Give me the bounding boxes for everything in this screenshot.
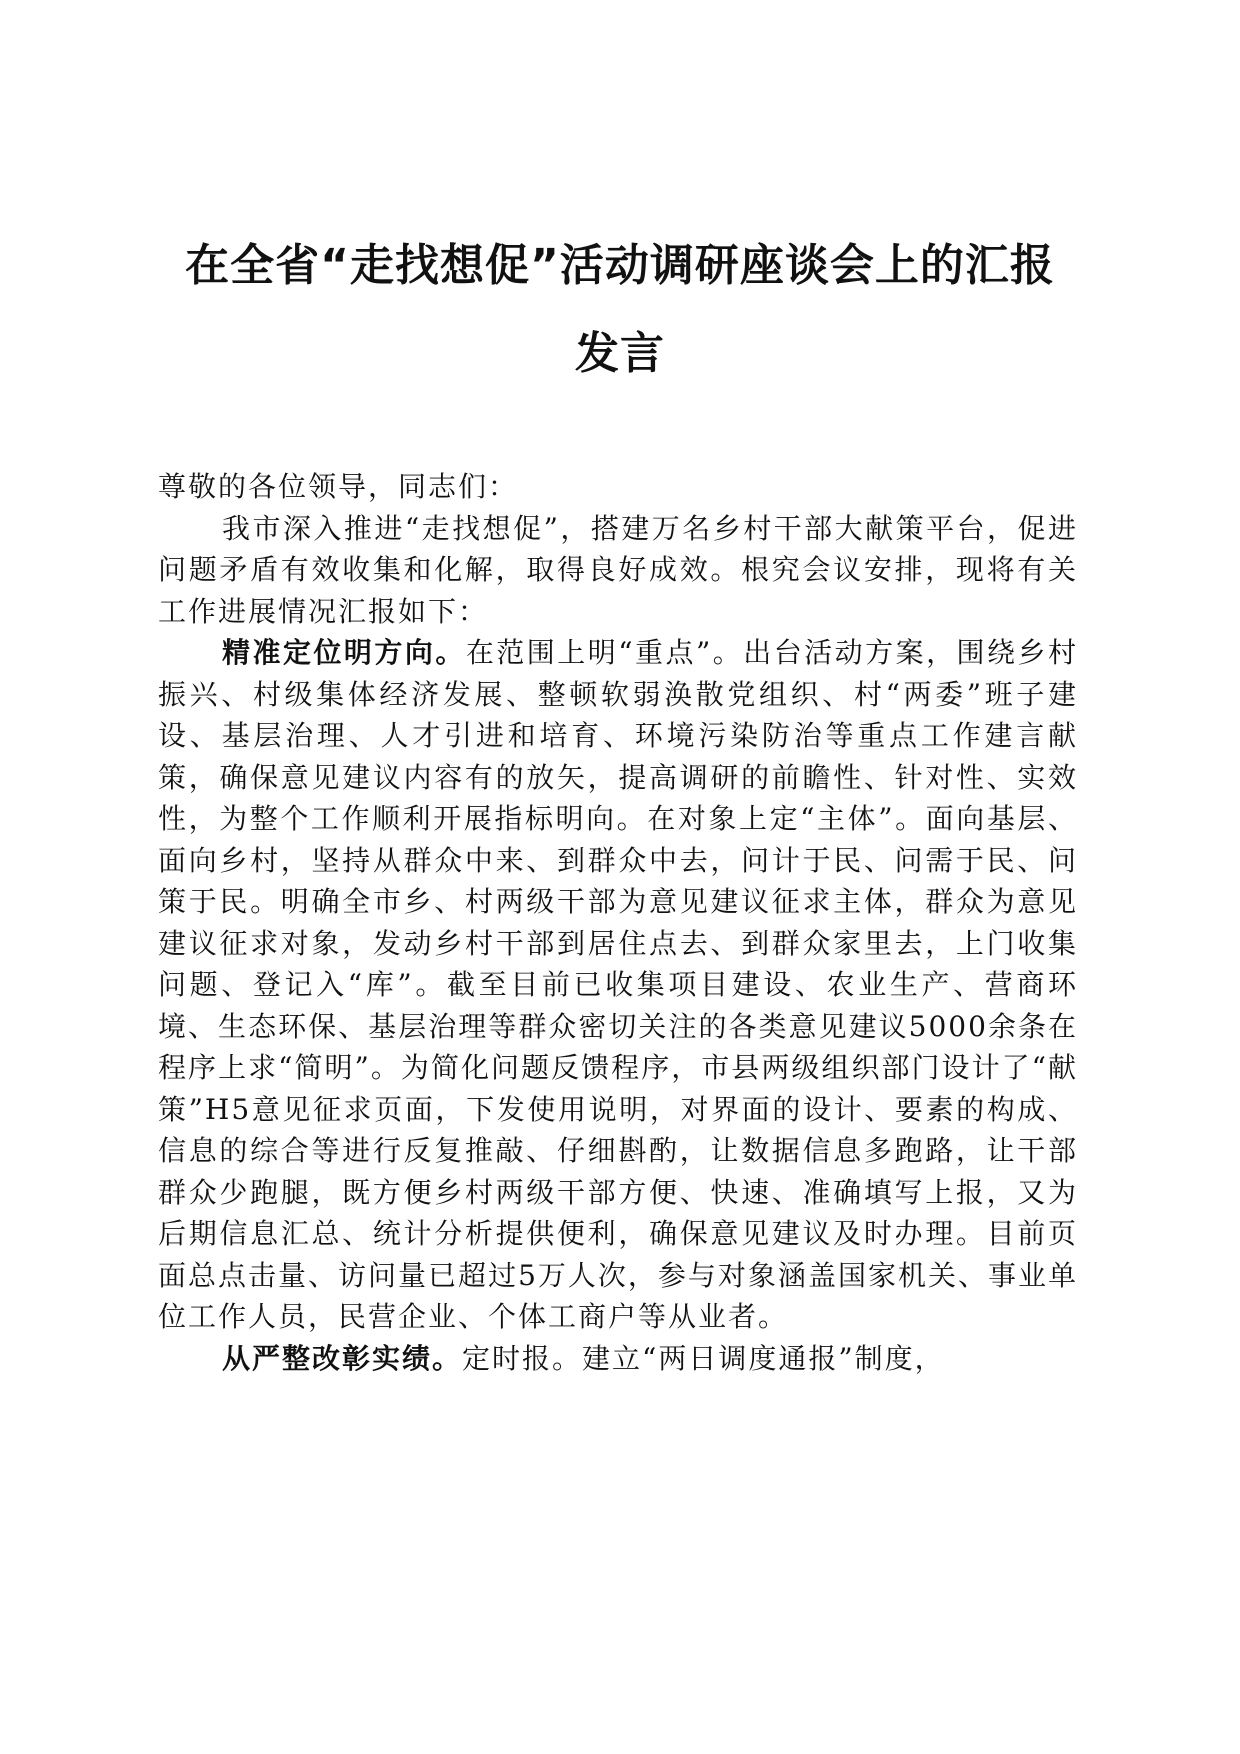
- paragraph-intro: [158, 508, 1078, 633]
- paragraph-strict-rectification: [158, 1338, 1078, 1380]
- salutation: 尊敬的各位领导，同志们：: [158, 470, 519, 503]
- paragraph-lead-heading: 从严整改彰实绩。: [222, 1341, 463, 1375]
- paragraph-lead-heading: 精准定位明方向。: [222, 636, 466, 669]
- paragraph-precise-positioning: [158, 632, 1078, 1338]
- paragraph-text: 定时报。建立“两日调度通报”制度，: [462, 1341, 945, 1375]
- paragraph-intro-text: 我市深入推进“走找想促”，搭建万名乡村干部大献策平台，促进问题矛盾有效收集和化解，取得良好成效。根究会议安排，现将有关工作进展情况汇报如下：: [158, 511, 1078, 628]
- document-title: [150, 222, 1090, 398]
- document-body: [158, 466, 1078, 1379]
- title-line-2: 发言: [575, 328, 665, 379]
- paragraph-text: 在范围上明“重点”。出台活动方案，围绕乡村振兴、村级集体经济发展、整顿软弱涣散党组织、村“两委”班子建设、基层治理、人才引进和培育、环境污染防治等重点工作建言献策，确保意见建议内容有的放矢，提高调研的前瞻性、针对性、实效性，为整个工作顺利开展指标明向。在对象上定“主体”。面向基层、面向乡村，坚持从群众中来、到群众中去，问计于民、问需于民、问策于民。明确全市乡、村两级干部为意见建议征求主体，群众为意见建议征求对象，发动乡村干部到居住点去、到群众家里去，上门收集问题、登记入“库”。截至目前已收集项目建设、农业生产、营商环境、生态环保、基层治理等群众密切关注的各类意见建议5000余条在程序上求“简明”。为简化问题反馈程序，市县两级组织部门设计了“献策”H5意见征求页面，下发使用说明，对界面的设计、要素的构成、信息的综合等进行反复推敲、仔细斟酌，让数据信息多跑路，让干部群众少跑腿，既方便乡村两级干部方便、快速、准确填写上报，又为后期信息汇总、统计分析提供便利，确保意见建议及时办理。目前页面总点击量、访问量已超过5万人次，参与对象涵盖国家机关、事业单位工作人员，民营企业、个体工商户等从业者。: [158, 636, 1078, 1333]
- title-line-1: 在全省“走找想促”活动调研座谈会上的汇报: [185, 240, 1055, 291]
